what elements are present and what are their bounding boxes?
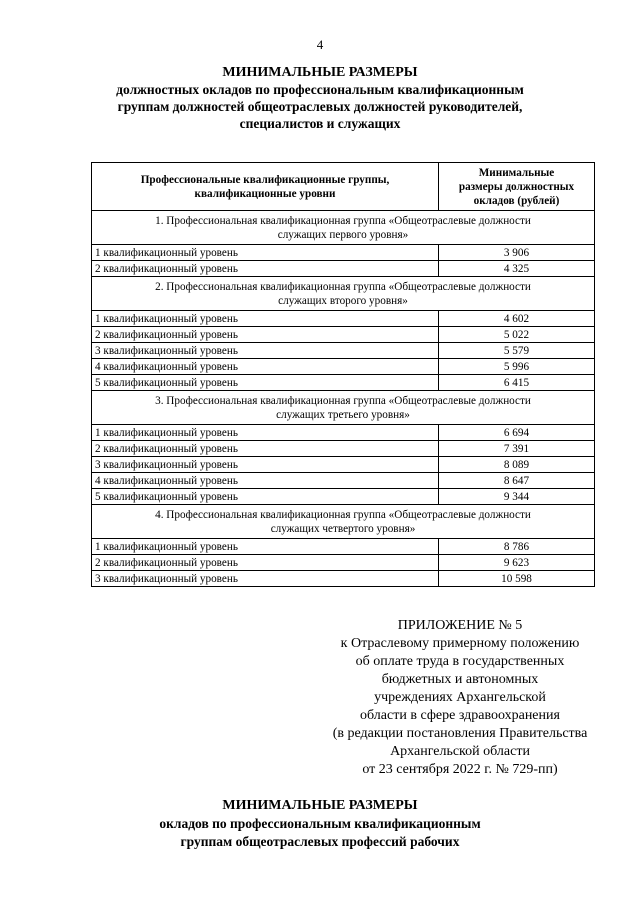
salary-value: 5 996: [439, 359, 595, 375]
group-title-line: 4. Профессиональная квалификационная группа «Общеотраслевые должности: [155, 508, 531, 521]
table-row: [92, 425, 595, 441]
header-text: размеры должностных: [458, 180, 575, 193]
group-row: [92, 211, 595, 245]
table-row: [92, 343, 595, 359]
qualification-level: 2 квалификационный уровень: [92, 441, 439, 457]
table-row: [92, 311, 595, 327]
table-row: [92, 571, 595, 587]
appendix-line: от 23 сентября 2022 г. № 729-пп): [362, 762, 558, 777]
appendix-line: об оплате труда в государственных: [355, 654, 565, 669]
title-line: специалистов и служащих: [239, 116, 401, 131]
document-title: [60, 64, 580, 132]
section-title: [60, 797, 580, 851]
section-title-line: окладов по профессиональным квалификационным: [159, 816, 481, 831]
appendix-line: ПРИЛОЖЕНИЕ № 5: [397, 618, 523, 633]
table-row: [92, 327, 595, 343]
salary-value: 8 647: [439, 473, 595, 489]
appendix-line: учреждениях Архангельской: [374, 690, 546, 705]
header-qualification-groups: [92, 163, 439, 211]
appendix-line: области в сфере здравоохранения: [360, 708, 560, 723]
qualification-level: 5 квалификационный уровень: [92, 489, 439, 505]
group-title: [92, 505, 595, 539]
salary-value: 5 579: [439, 343, 595, 359]
salary-value: 9 623: [439, 555, 595, 571]
qualification-level: 5 квалификационный уровень: [92, 375, 439, 391]
table-row: [92, 539, 595, 555]
qualification-level: 4 квалификационный уровень: [92, 473, 439, 489]
table-row: [92, 261, 595, 277]
salary-value: 3 906: [439, 245, 595, 261]
table-row: [92, 473, 595, 489]
section-title-main: МИНИМАЛЬНЫЕ РАЗМЕРЫ: [222, 798, 418, 813]
group-title-line: 1. Профессиональная квалификационная группа «Общеотраслевые должности: [155, 214, 531, 227]
salary-value: 8 786: [439, 539, 595, 555]
header-text: Минимальные: [478, 166, 555, 179]
group-title-line: служащих четвертого уровня»: [270, 522, 416, 535]
table-row: [92, 457, 595, 473]
table-row: [92, 441, 595, 457]
qualification-level: 2 квалификационный уровень: [92, 327, 439, 343]
group-title-line: 2. Профессиональная квалификационная группа «Общеотраслевые должности: [155, 280, 531, 293]
title-line: группам должностей общеотраслевых должностей руководителей,: [117, 99, 523, 114]
section-title-line: группам общеотраслевых профессий рабочих: [180, 834, 460, 849]
qualification-level: 2 квалификационный уровень: [92, 555, 439, 571]
header-text: окладов (рублей): [473, 194, 560, 207]
salary-value: 7 391: [439, 441, 595, 457]
table-row: [92, 489, 595, 505]
group-row: [92, 391, 595, 425]
group-title: [92, 391, 595, 425]
qualification-level: 1 квалификационный уровень: [92, 311, 439, 327]
table-row: [92, 359, 595, 375]
group-title-line: 3. Профессиональная квалификационная группа «Общеотраслевые должности: [155, 394, 531, 407]
group-title: [92, 211, 595, 245]
appendix-line: бюджетных и автономных: [381, 672, 539, 687]
salary-value: 10 598: [439, 571, 595, 587]
qualification-level: 2 квалификационный уровень: [92, 261, 439, 277]
header-text: квалификационные уровни: [194, 187, 336, 200]
group-title: [92, 277, 595, 311]
table-row: [92, 245, 595, 261]
table-body: [92, 211, 595, 587]
salary-value: 4 325: [439, 261, 595, 277]
appendix-line: Архангельской области: [390, 744, 530, 759]
salary-value: 8 089: [439, 457, 595, 473]
qualification-level: 3 квалификационный уровень: [92, 457, 439, 473]
group-row: [92, 505, 595, 539]
qualification-level: 3 квалификационный уровень: [92, 343, 439, 359]
group-title-line: служащих третьего уровня»: [276, 408, 410, 421]
salary-value: 6 694: [439, 425, 595, 441]
qualification-level: 1 квалификационный уровень: [92, 425, 439, 441]
appendix-line: к Отраслевому примерному положению: [340, 636, 580, 651]
appendix-line: (в редакции постановления Правительства: [332, 726, 588, 741]
qualification-level: 3 квалификационный уровень: [92, 571, 439, 587]
appendix-block: [300, 617, 620, 779]
title-main: МИНИМАЛЬНЫЕ РАЗМЕРЫ: [222, 65, 418, 80]
table-row: [92, 555, 595, 571]
qualification-level: 4 квалификационный уровень: [92, 359, 439, 375]
salary-table: [91, 162, 595, 587]
group-row: [92, 277, 595, 311]
header-minimum-salary: [439, 163, 595, 211]
group-title-line: служащих первого уровня»: [277, 228, 409, 241]
qualification-level: 1 квалификационный уровень: [92, 539, 439, 555]
salary-value: 9 344: [439, 489, 595, 505]
page-number: 4: [316, 37, 324, 52]
salary-value: 5 022: [439, 327, 595, 343]
salary-value: 6 415: [439, 375, 595, 391]
header-text: Профессиональные квалификационные группы,: [140, 173, 390, 186]
group-title-line: служащих второго уровня»: [278, 294, 408, 307]
qualification-level: 1 квалификационный уровень: [92, 245, 439, 261]
salary-value: 4 602: [439, 311, 595, 327]
table-header-row: [92, 163, 595, 211]
table-row: [92, 375, 595, 391]
title-line: должностных окладов по профессиональным квалификационным: [116, 82, 524, 97]
